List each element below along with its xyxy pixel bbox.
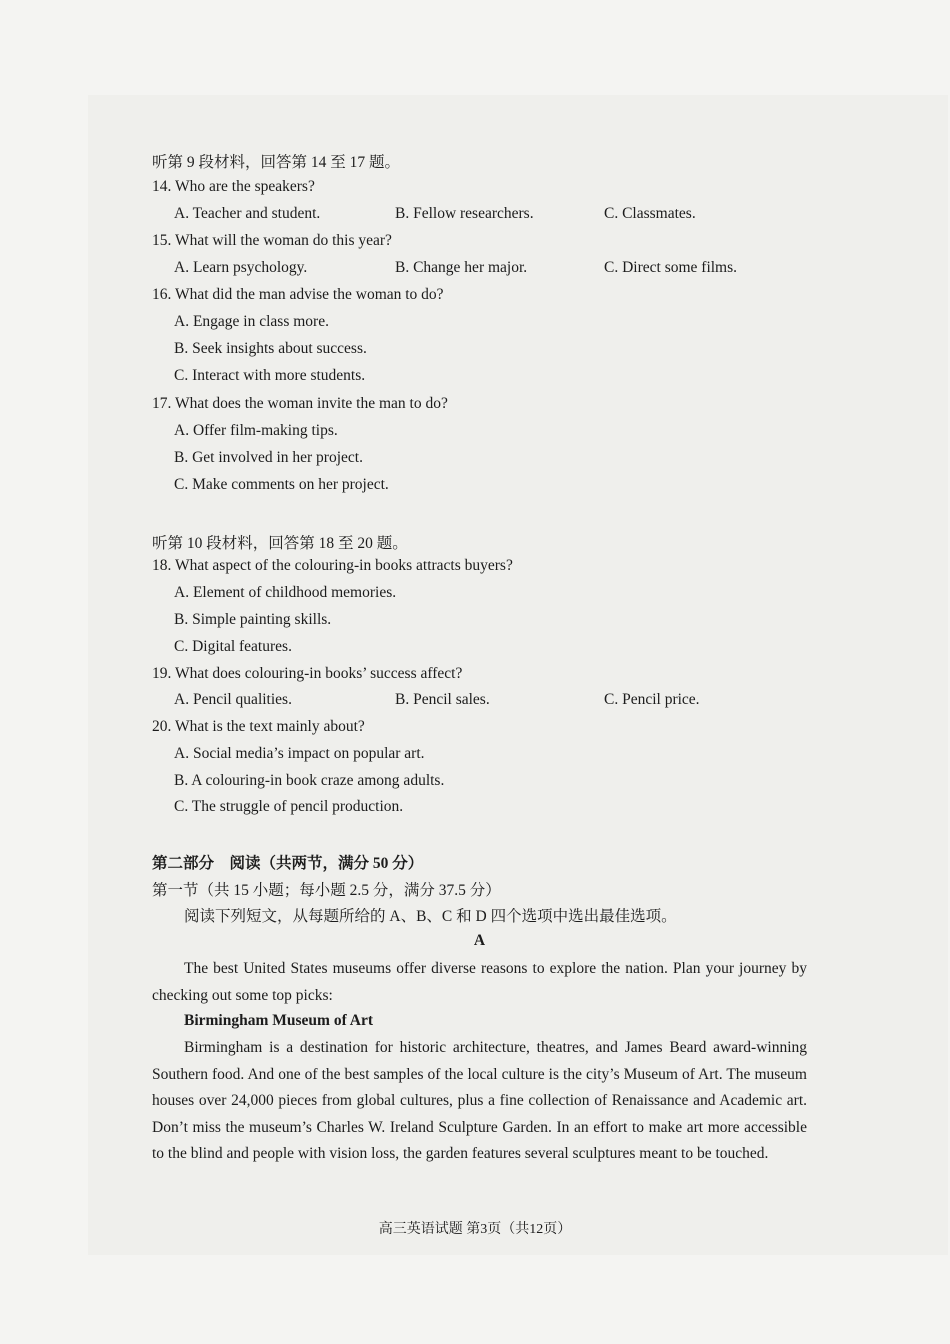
section10-heading: 听第 10 段材料，回答第 18 至 20 题。: [152, 535, 408, 552]
q16-option-c: C. Interact with more students.: [174, 367, 366, 384]
q20-option-a: A. Social media’s impact on popular art.: [174, 745, 425, 762]
museum1-text: Birmingham is a destination for historic architecture, theatres, and James Beard award-winning Southern food. And one of the best samples of the local culture is the city’s Museum of Art. The museum houses over 24,000 pieces from global cultures, plus a fine collection of Renaissance and Academic art. Don’t miss the museum’s Charles W. Ireland Sculpture Garden. In an effort to make art more accessible to the blind and people with vision loss, the garden features several sculptures meant to be touched.: [152, 1039, 807, 1162]
q16-option-a: A. Engage in class more.: [174, 313, 329, 330]
q19-option-b: B. Pencil sales.: [395, 691, 490, 708]
q14-option-b: B. Fellow researchers.: [395, 205, 534, 222]
passage-intro: The best United States museums offer diverse reasons to explore the nation. Plan your journey by checking out some top picks:: [152, 960, 807, 1004]
part2-section1-heading: 第一节（共 15 小题；每小题 2.5 分，满分 37.5 分）: [152, 882, 501, 899]
q19-stem: 19. What does colouring-in books’ success affect?: [152, 665, 463, 682]
q18-option-a: A. Element of childhood memories.: [174, 584, 397, 601]
q19-option-c: C. Pencil price.: [604, 691, 700, 708]
part2-instruction: 阅读下列短文，从每题所给的 A、B、C 和 D 四个选项中选出最佳选项。: [184, 908, 677, 925]
q17-option-a: A. Offer film-making tips.: [174, 422, 338, 439]
q17-stem: 17. What does the woman invite the man to do?: [152, 395, 448, 412]
q18-option-b: B. Simple painting skills.: [174, 611, 332, 628]
q15-stem: 15. What will the woman do this year?: [152, 232, 392, 249]
q14-option-a: A. Teacher and student.: [174, 205, 321, 222]
q19-option-a: A. Pencil qualities.: [174, 691, 292, 708]
q16-option-b: B. Seek insights about success.: [174, 340, 367, 357]
page-footer: 高三英语试题 第3页（共12页）: [378, 1222, 572, 1237]
passage-letter: A: [473, 932, 486, 949]
q15-option-a: A. Learn psychology.: [174, 259, 308, 276]
museum1-title: Birmingham Museum of Art: [184, 1012, 374, 1029]
q17-option-c: C. Make comments on her project.: [174, 476, 389, 493]
q16-stem: 16. What did the man advise the woman to do?: [152, 286, 444, 303]
q20-option-b: B. A colouring-in book craze among adults.: [174, 772, 445, 789]
q20-stem: 20. What is the text mainly about?: [152, 718, 365, 735]
q18-stem: 18. What aspect of the colouring-in books attracts buyers?: [152, 557, 513, 574]
q18-option-c: C. Digital features.: [174, 638, 292, 655]
q15-option-c: C. Direct some films.: [604, 259, 738, 276]
q20-option-c: C. The struggle of pencil production.: [174, 798, 404, 815]
q14-stem: 14. Who are the speakers?: [152, 178, 315, 195]
q17-option-b: B. Get involved in her project.: [174, 449, 363, 466]
q15-option-b: B. Change her major.: [395, 259, 528, 276]
part2-heading: 第二部分 阅读（共两节，满分 50 分）: [152, 855, 424, 872]
q14-option-c: C. Classmates.: [604, 205, 696, 222]
section9-heading: 听第 9 段材料，回答第 14 至 17 题。: [152, 154, 401, 171]
